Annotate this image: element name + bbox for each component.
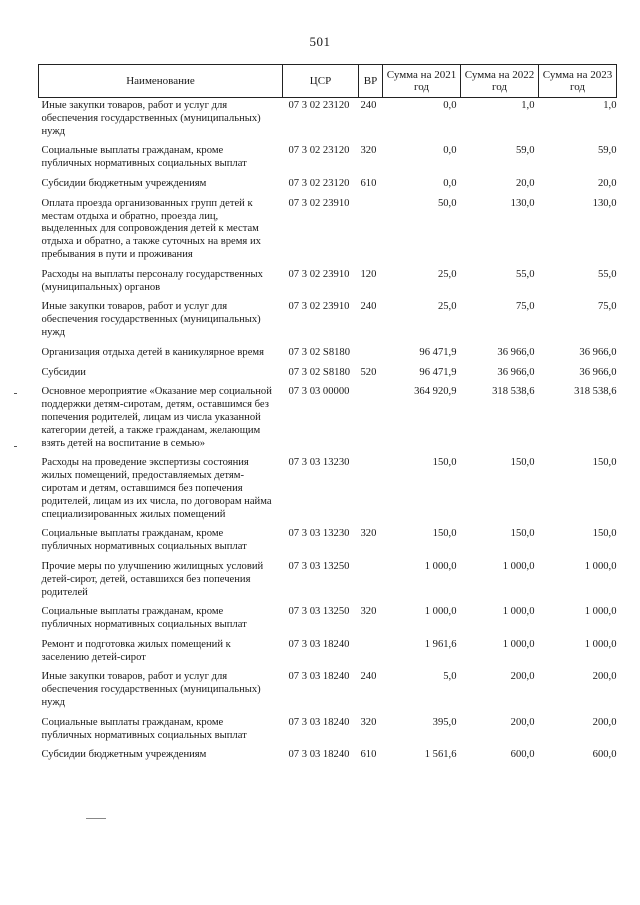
row-vr-code — [359, 386, 383, 457]
scan-footer-dash — [86, 818, 106, 819]
table-row — [39, 749, 617, 769]
table-row — [39, 457, 617, 528]
scan-margin-mark — [14, 446, 17, 447]
row-vr-code — [359, 198, 383, 269]
row-name: Расходы на выплаты персоналу государственных (муниципальных) органов — [41, 268, 263, 293]
row-vr-code — [359, 347, 383, 367]
row-vr-code: 120 — [360, 268, 377, 280]
row-name: Организация отдыха детей в каникулярное время — [41, 346, 264, 358]
table-row — [39, 145, 617, 178]
row-name: Иные закупки товаров, работ и услуг для обеспечения государственных (муниципальных) нужд — [41, 301, 261, 338]
header-vr: ВР — [359, 65, 383, 98]
row-vr-code: 320 — [360, 528, 377, 540]
row-sum-2022: 59,0 — [515, 145, 535, 157]
row-csr-code: 07 3 03 18240 — [288, 638, 350, 650]
row-vr-code: 320 — [360, 606, 377, 618]
row-sum-2022: 20,0 — [515, 177, 535, 189]
page-number: 501 — [309, 34, 331, 49]
header-name: Наименование — [39, 65, 283, 98]
table-row — [39, 717, 617, 750]
header-csr: ЦСР — [283, 65, 359, 98]
row-csr-code: 07 3 02 23120 — [288, 100, 350, 111]
table-row — [39, 198, 617, 269]
row-sum-2021: 96 471,9 — [419, 366, 457, 378]
row-sum-2022: 55,0 — [515, 268, 535, 280]
row-sum-2022: 600,0 — [510, 749, 535, 761]
row-csr-code: 07 3 02 S8180 — [288, 366, 351, 378]
row-sum-2021: 1 000,0 — [424, 560, 457, 572]
row-sum-2022: 150,0 — [510, 528, 535, 540]
row-sum-2021: 1 000,0 — [424, 606, 457, 618]
row-sum-2021: 0,0 — [443, 100, 457, 111]
table-row — [39, 367, 617, 387]
table-body — [39, 98, 617, 770]
row-name: Субсидии бюджетным учреждениям — [41, 749, 207, 761]
row-sum-2021: 25,0 — [437, 268, 457, 280]
row-sum-2023: 150,0 — [592, 528, 617, 540]
row-csr-code: 07 3 03 18240 — [288, 671, 350, 683]
row-vr-code: 240 — [360, 671, 377, 683]
row-name: Иные закупки товаров, работ и услуг для обеспечения государственных (муниципальных) нужд — [41, 100, 261, 137]
row-vr-code — [359, 639, 383, 672]
row-sum-2021: 150,0 — [432, 457, 457, 469]
row-sum-2022: 130,0 — [510, 197, 535, 209]
row-csr-code: 07 3 03 13250 — [288, 606, 350, 618]
row-csr-code: 07 3 02 S8180 — [288, 346, 351, 358]
table-row — [39, 386, 617, 457]
row-sum-2023: 130,0 — [592, 197, 617, 209]
row-sum-2021: 1 961,6 — [424, 638, 457, 650]
row-csr-code: 07 3 02 23120 — [288, 177, 350, 189]
row-sum-2022: 1 000,0 — [502, 606, 535, 618]
row-sum-2023: 59,0 — [597, 145, 617, 157]
row-csr-code: 07 3 03 13230 — [288, 457, 350, 469]
header-sum-2023: Сумма на 2023 год — [539, 65, 617, 98]
row-name: Прочие меры по улучшению жилищных условий детей-сирот, детей, оставшихся без попечения родителей — [41, 560, 264, 598]
row-vr-code: 240 — [360, 301, 377, 313]
row-vr-code: 520 — [360, 366, 377, 378]
row-vr-code: 610 — [360, 749, 377, 761]
row-sum-2021: 0,0 — [443, 145, 457, 157]
row-sum-2023: 318 538,6 — [574, 386, 617, 398]
row-name: Субсидии бюджетным учреждениям — [41, 177, 207, 189]
row-vr-code: 240 — [360, 100, 377, 111]
row-sum-2022: 1,0 — [521, 100, 535, 111]
row-sum-2021: 25,0 — [437, 301, 457, 313]
row-csr-code: 07 3 03 00000 — [288, 386, 350, 398]
row-sum-2021: 150,0 — [432, 528, 457, 540]
budget-table — [38, 64, 617, 769]
row-sum-2023: 1 000,0 — [584, 560, 617, 572]
row-vr-code: 320 — [360, 716, 377, 728]
row-name: Социальные выплаты гражданам, кроме публичных нормативных социальных выплат — [41, 145, 247, 170]
row-sum-2022: 1 000,0 — [502, 638, 535, 650]
row-vr-code — [359, 457, 383, 528]
row-sum-2023: 36 966,0 — [579, 366, 617, 378]
row-csr-code: 07 3 03 13250 — [288, 560, 350, 572]
row-csr-code: 07 3 03 18240 — [288, 716, 350, 728]
table-row — [39, 178, 617, 198]
table-row — [39, 528, 617, 561]
row-sum-2021: 0,0 — [443, 177, 457, 189]
row-sum-2023: 200,0 — [592, 716, 617, 728]
row-name: Расходы на проведение экспертизы состояния жилых помещений, предоставляемых детям-сиротам и детям, оставшимся без попечения родителей, лицам из их числа, по договорам найма специализированных жилых помещений — [41, 457, 272, 520]
header-sum-2022: Сумма на 2022 год — [461, 65, 539, 98]
row-name: Оплата проезда организованных групп детей к местам отдыха и обратно, проезда лиц, выделенных для сопровождения детей к местам отдыха и обратно, а также суточных на время их пребывания в пути и проживания — [41, 197, 261, 260]
table-row — [39, 606, 617, 639]
row-sum-2022: 200,0 — [510, 671, 535, 683]
row-sum-2023: 200,0 — [592, 671, 617, 683]
row-csr-code: 07 3 03 18240 — [288, 749, 350, 761]
row-sum-2022: 1 000,0 — [502, 560, 535, 572]
header-sum-2021: Сумма на 2021 год — [383, 65, 461, 98]
row-name: Субсидии — [41, 366, 86, 378]
row-csr-code: 07 3 02 23910 — [288, 301, 350, 313]
row-csr-code: 07 3 02 23910 — [288, 268, 350, 280]
table-row — [39, 269, 617, 302]
table-header — [39, 65, 617, 98]
row-sum-2023: 1 000,0 — [584, 606, 617, 618]
row-sum-2022: 36 966,0 — [497, 366, 535, 378]
row-csr-code: 07 3 02 23910 — [288, 197, 350, 209]
row-vr-code: 320 — [360, 145, 377, 157]
row-sum-2021: 5,0 — [443, 671, 457, 683]
table-row — [39, 639, 617, 672]
row-sum-2022: 318 538,6 — [492, 386, 535, 398]
row-sum-2022: 36 966,0 — [497, 346, 535, 358]
row-sum-2021: 395,0 — [432, 716, 457, 728]
row-sum-2023: 600,0 — [592, 749, 617, 761]
row-sum-2023: 1,0 — [603, 100, 617, 111]
row-name: Иные закупки товаров, работ и услуг для обеспечения государственных (муниципальных) нужд — [41, 671, 261, 709]
row-sum-2023: 150,0 — [592, 457, 617, 469]
row-sum-2023: 55,0 — [597, 268, 617, 280]
scan-margin-mark — [14, 393, 17, 394]
row-sum-2022: 200,0 — [510, 716, 535, 728]
table-row — [39, 301, 617, 346]
row-sum-2023: 1 000,0 — [584, 638, 617, 650]
table-row — [39, 347, 617, 367]
row-name: Социальные выплаты гражданам, кроме публичных нормативных социальных выплат — [41, 528, 247, 553]
row-sum-2021: 50,0 — [437, 197, 457, 209]
table-row — [39, 561, 617, 606]
row-sum-2022: 75,0 — [515, 301, 535, 313]
row-sum-2023: 20,0 — [597, 177, 617, 189]
row-sum-2023: 36 966,0 — [579, 346, 617, 358]
row-vr-code: 610 — [360, 177, 377, 189]
row-sum-2023: 75,0 — [597, 301, 617, 313]
row-name: Социальные выплаты гражданам, кроме публичных нормативных социальных выплат — [41, 716, 247, 741]
row-name: Основное мероприятие «Оказание мер социальной поддержки детям-сиротам, детям, оставшимся без попечения родителей, лицам из числа указанной категории детей, а также гражданам, желающим взять детей на воспитание в семью» — [41, 386, 272, 449]
table-row — [39, 98, 617, 146]
row-name: Ремонт и подготовка жилых помещений к заселению детей-сирот — [41, 638, 231, 663]
row-sum-2022: 150,0 — [510, 457, 535, 469]
row-csr-code: 07 3 02 23120 — [288, 145, 350, 157]
row-vr-code — [359, 561, 383, 606]
row-csr-code: 07 3 03 13230 — [288, 528, 350, 540]
row-sum-2021: 364 920,9 — [414, 386, 457, 398]
table-row — [39, 671, 617, 716]
row-sum-2021: 1 561,6 — [424, 749, 457, 761]
row-sum-2021: 96 471,9 — [419, 346, 457, 358]
row-name: Социальные выплаты гражданам, кроме публичных нормативных социальных выплат — [41, 606, 247, 631]
